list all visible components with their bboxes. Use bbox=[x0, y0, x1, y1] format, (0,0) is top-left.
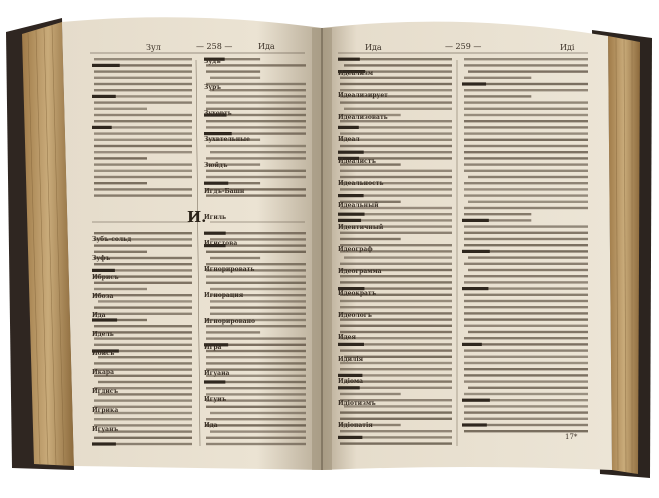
text-line bbox=[94, 132, 192, 134]
text-line bbox=[344, 108, 452, 110]
text-line bbox=[340, 337, 452, 339]
text-line bbox=[464, 337, 588, 339]
headword-mark bbox=[92, 126, 112, 129]
text-line bbox=[464, 411, 588, 413]
headword-mark bbox=[338, 213, 365, 216]
text-line bbox=[340, 132, 452, 134]
text-line bbox=[464, 294, 588, 296]
text-line bbox=[206, 83, 306, 85]
text-line bbox=[464, 238, 588, 240]
text-line bbox=[94, 188, 192, 190]
text-line bbox=[340, 83, 452, 85]
text-line bbox=[94, 77, 192, 79]
text-line bbox=[464, 380, 588, 382]
text-line bbox=[94, 437, 192, 439]
text-line bbox=[98, 381, 192, 383]
text-line bbox=[340, 331, 452, 333]
text-line bbox=[464, 114, 588, 116]
text-line bbox=[464, 151, 588, 153]
text-line bbox=[210, 89, 306, 91]
text-line bbox=[94, 288, 147, 290]
text-line bbox=[94, 58, 192, 60]
text-line bbox=[210, 257, 260, 259]
text-line bbox=[468, 256, 588, 258]
text-line bbox=[464, 108, 588, 110]
text-line bbox=[94, 232, 192, 234]
headword-label: Зухвтельные bbox=[204, 136, 250, 143]
text-line bbox=[206, 157, 306, 159]
text-line bbox=[464, 275, 588, 277]
text-line bbox=[464, 244, 588, 246]
text-line bbox=[340, 145, 452, 147]
text-line bbox=[340, 418, 452, 420]
text-line bbox=[206, 406, 306, 408]
text-line bbox=[464, 89, 588, 91]
text-line bbox=[464, 281, 588, 283]
text-line bbox=[340, 411, 452, 413]
text-line bbox=[464, 374, 588, 376]
text-line bbox=[206, 120, 306, 122]
headword-mark bbox=[338, 374, 362, 377]
headword-mark bbox=[338, 343, 364, 346]
text-line bbox=[94, 313, 192, 315]
text-line bbox=[94, 182, 147, 184]
text-line bbox=[206, 418, 306, 420]
text-line bbox=[340, 188, 452, 190]
text-line bbox=[464, 225, 588, 227]
headword-label: Игнорация bbox=[204, 292, 244, 299]
text-line bbox=[94, 170, 192, 172]
right-footer-mark: 17* bbox=[565, 433, 578, 441]
text-line bbox=[340, 263, 452, 265]
headword-mark bbox=[338, 126, 359, 129]
text-line bbox=[94, 263, 192, 265]
headword-label: Игуаиа bbox=[204, 370, 230, 377]
text-line bbox=[210, 300, 306, 302]
text-line bbox=[464, 163, 588, 165]
text-line bbox=[206, 437, 306, 439]
text-line bbox=[468, 387, 588, 389]
text-line bbox=[464, 157, 588, 159]
text-line bbox=[206, 337, 306, 339]
headword-label: Игиль bbox=[204, 214, 227, 221]
text-line bbox=[464, 300, 588, 302]
text-line bbox=[206, 95, 306, 97]
headword-label: Идіома bbox=[338, 378, 364, 385]
text-line bbox=[464, 312, 588, 314]
text-line bbox=[206, 275, 306, 277]
text-line bbox=[464, 126, 588, 128]
text-line bbox=[464, 101, 588, 103]
headword-label: Идентичный bbox=[338, 224, 384, 231]
text-line bbox=[210, 77, 260, 79]
text-line bbox=[464, 170, 588, 172]
headword-label: Зуфъ bbox=[92, 255, 111, 262]
text-line bbox=[464, 318, 588, 320]
headword-label: Ибоза bbox=[92, 293, 114, 300]
text-line bbox=[464, 139, 588, 141]
text-line bbox=[94, 251, 147, 253]
text-line bbox=[464, 182, 588, 184]
headword-mark bbox=[338, 219, 361, 222]
headword-label: Игнорировано bbox=[204, 318, 256, 325]
text-line bbox=[206, 325, 306, 327]
headword-label: Идеограф bbox=[338, 246, 373, 253]
text-line bbox=[464, 120, 588, 122]
headword-label: Идеализм bbox=[338, 70, 374, 77]
headword-label: Идель bbox=[92, 331, 114, 338]
left-running-head-right: Ида bbox=[258, 42, 275, 51]
headword-label: Идеал bbox=[338, 136, 360, 143]
text-line bbox=[210, 412, 306, 414]
text-line bbox=[94, 151, 192, 153]
text-line bbox=[206, 251, 306, 253]
text-line bbox=[464, 418, 588, 420]
right-running-head-right: Иді bbox=[560, 43, 575, 52]
headword-label: Идіопатія bbox=[338, 422, 373, 429]
headword-mark bbox=[92, 442, 116, 445]
text-line bbox=[468, 70, 588, 72]
text-line bbox=[464, 368, 588, 370]
text-line bbox=[340, 170, 452, 172]
headword-label: Игуанъ bbox=[92, 426, 119, 433]
headword-mark bbox=[462, 82, 486, 85]
headword-label: Идеократъ bbox=[338, 290, 377, 297]
text-line bbox=[94, 114, 192, 116]
headword-label: Идеалистъ bbox=[338, 158, 377, 165]
text-line bbox=[210, 313, 306, 315]
text-line bbox=[464, 405, 588, 407]
headword-label: Идеограмма bbox=[338, 268, 382, 275]
headword-mark bbox=[92, 269, 115, 272]
right-page-number: — 259 — bbox=[445, 42, 482, 51]
headword-label: Ида bbox=[92, 312, 106, 319]
section-letter: И. bbox=[187, 208, 207, 226]
text-line bbox=[344, 256, 452, 258]
text-line bbox=[464, 77, 531, 79]
headword-label: Зухорть bbox=[204, 110, 232, 117]
headword-label: Идеализирует bbox=[338, 92, 388, 99]
headword-label: Игуиъ bbox=[204, 396, 227, 403]
text-line bbox=[94, 344, 192, 346]
text-line bbox=[206, 64, 306, 66]
headword-label: Ибисъ bbox=[92, 350, 115, 357]
headword-mark bbox=[462, 250, 490, 253]
text-line bbox=[206, 101, 306, 103]
headword-mark bbox=[204, 182, 228, 185]
text-line bbox=[94, 83, 192, 85]
text-line bbox=[464, 325, 588, 327]
text-line bbox=[464, 349, 588, 351]
text-line bbox=[94, 70, 192, 72]
text-line bbox=[464, 58, 588, 60]
text-line bbox=[340, 368, 452, 370]
text-line bbox=[468, 331, 588, 333]
headword-mark bbox=[338, 151, 364, 154]
headword-mark bbox=[92, 64, 120, 67]
headword-label: Идеальность bbox=[338, 180, 384, 187]
headword-label: Идилія bbox=[338, 356, 364, 363]
text-line bbox=[464, 306, 588, 308]
text-line bbox=[340, 325, 452, 327]
text-line bbox=[94, 139, 192, 141]
text-line bbox=[94, 108, 147, 110]
headword-label: Игра bbox=[204, 344, 222, 351]
headword-mark bbox=[204, 232, 226, 235]
headword-label: Идіотизмъ bbox=[338, 400, 376, 407]
text-line bbox=[94, 282, 192, 284]
headword-mark bbox=[462, 219, 489, 222]
text-line bbox=[464, 95, 531, 97]
text-line bbox=[464, 132, 588, 134]
text-line bbox=[94, 194, 192, 196]
text-line bbox=[340, 232, 452, 234]
text-line bbox=[94, 362, 192, 364]
text-line bbox=[340, 430, 452, 432]
text-line bbox=[340, 306, 452, 308]
headword-label: Зубъ-сольд bbox=[92, 236, 132, 243]
headword-label: Идея bbox=[338, 334, 356, 341]
headword-mark bbox=[338, 194, 364, 197]
text-line bbox=[206, 331, 260, 333]
text-line bbox=[94, 89, 192, 91]
left-running-head-left: Зул bbox=[146, 43, 161, 52]
text-line bbox=[206, 170, 306, 172]
text-line bbox=[94, 101, 192, 103]
text-line bbox=[206, 387, 306, 389]
text-line bbox=[94, 163, 192, 165]
text-line bbox=[464, 194, 588, 196]
headword-mark bbox=[338, 58, 360, 61]
text-line bbox=[464, 213, 531, 215]
headword-label: Игрика bbox=[92, 407, 119, 414]
text-line bbox=[464, 207, 588, 209]
headword-label: Ибрисъ bbox=[92, 274, 119, 281]
text-line bbox=[206, 282, 306, 284]
text-line bbox=[464, 145, 588, 147]
text-line bbox=[94, 145, 192, 147]
text-line bbox=[206, 362, 306, 364]
headword-mark bbox=[204, 132, 232, 135]
text-line bbox=[464, 263, 588, 265]
text-line bbox=[340, 442, 452, 444]
headword-mark bbox=[462, 423, 487, 426]
text-line bbox=[464, 356, 588, 358]
headword-label: Зюйдъ bbox=[204, 162, 228, 169]
text-line bbox=[94, 418, 192, 420]
text-line bbox=[94, 306, 192, 308]
headword-mark bbox=[338, 436, 362, 439]
text-line bbox=[94, 120, 192, 122]
text-line bbox=[464, 64, 588, 66]
headword-label: Идеализовать bbox=[338, 114, 388, 121]
headword-label: Игдъ-Башн bbox=[204, 188, 245, 195]
headword-label: Игистова bbox=[204, 240, 238, 247]
text-line bbox=[468, 176, 588, 178]
text-line bbox=[94, 325, 192, 327]
text-line bbox=[340, 101, 452, 103]
text-line bbox=[340, 349, 452, 351]
headword-label: Зудъ bbox=[204, 58, 221, 65]
headword-mark bbox=[462, 343, 482, 346]
text-line bbox=[340, 300, 452, 302]
headword-mark bbox=[462, 399, 490, 402]
text-line bbox=[340, 176, 452, 178]
text-line bbox=[94, 244, 192, 246]
text-line bbox=[94, 399, 192, 401]
text-line bbox=[94, 176, 192, 178]
text-line bbox=[206, 70, 260, 72]
text-line bbox=[210, 151, 306, 153]
headword-label: Идеальный bbox=[338, 202, 379, 209]
headword-label: Ида bbox=[204, 422, 218, 429]
text-line bbox=[464, 362, 588, 364]
text-line bbox=[468, 201, 588, 203]
text-line bbox=[468, 269, 588, 271]
text-line bbox=[206, 424, 306, 426]
text-line bbox=[206, 356, 306, 358]
text-line bbox=[206, 176, 306, 178]
text-line bbox=[206, 145, 306, 147]
text-line bbox=[340, 275, 452, 277]
text-line bbox=[464, 188, 588, 190]
text-line bbox=[94, 157, 147, 159]
text-line bbox=[210, 430, 306, 432]
headword-label: Зуръ bbox=[204, 84, 221, 91]
text-line bbox=[340, 393, 401, 395]
headword-mark bbox=[462, 287, 488, 290]
right-running-head-left: Ида bbox=[365, 43, 382, 52]
text-line bbox=[206, 443, 306, 445]
text-line bbox=[344, 64, 452, 66]
headword-label: Икара bbox=[92, 369, 114, 376]
headword-label: Игдисъ bbox=[92, 388, 119, 395]
text-line bbox=[210, 306, 306, 308]
headword-label: Идеологъ bbox=[338, 312, 372, 319]
headword-mark bbox=[338, 386, 360, 389]
text-line bbox=[210, 288, 306, 290]
headword-label: Игнорировать bbox=[204, 266, 255, 273]
text-line bbox=[340, 238, 401, 240]
text-line bbox=[98, 300, 192, 302]
text-line bbox=[340, 281, 452, 283]
left-page-number: — 258 — bbox=[196, 42, 233, 51]
text-line bbox=[206, 126, 306, 128]
headword-mark bbox=[204, 380, 225, 383]
text-line bbox=[464, 232, 588, 234]
headword-mark bbox=[92, 95, 116, 98]
text-line bbox=[464, 393, 588, 395]
